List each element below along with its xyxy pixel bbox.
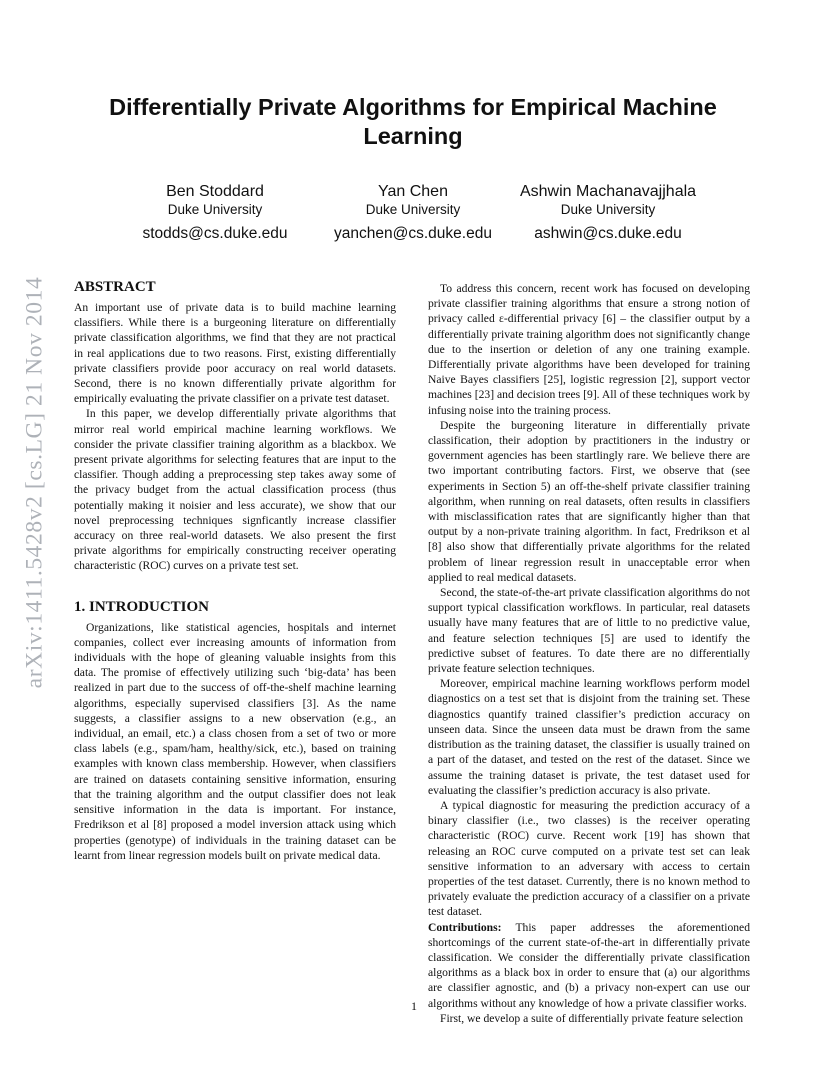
contributions-text: This paper addresses the aforementioned shortcomings of the current state-of-the-art in differentially private classification. We consider the differentially private classification algorithms as a black box in order to ensure that (a) our algorithms are classifier agnostic, and (b) a privacy non-expert can use our algorithms without any knowledge of how a private classifier works. — [428, 920, 750, 1010]
author-email[interactable]: yanchen@cs.duke.edu — [334, 225, 492, 242]
left-column — [74, 278, 396, 863]
body-paragraph: A typical diagnostic for measuring the prediction accuracy of a binary classifier (i.e., two classes) is the receiver operating characteristic (ROC) curve. Recent work [19] has shown that releasing an ROC curve computed on a private test set can leak sensitive information to an adversary with access to certain properties of the test dataset. Currently, there is no known method to privately evaluate the prediction accuracy of a classifier on a private test dataset. — [428, 798, 750, 919]
body-paragraph: Second, the state-of-the-art private classification algorithms do not support typical classification workflows. In particular, real datasets usually have many features that are of little to no predictive value, and feature selection techniques [5] are used to identify the predictive subset of features. To date there are no differentially private feature selection techniques. — [428, 586, 750, 676]
body-paragraph: To address this concern, recent work has focused on developing private classifier training algorithms that ensure a strong notion of privacy called ε-differential privacy [6] – the classifier output by a differentially private training algorithm does not significantly change due to the insertion or deletion of any one training example. Differentially private algorithms have been developed for training Naive Bayes classifiers [25], logistic regression [2], support vector machines [23] and decision trees [9]. All of these techniques work by infusing noise into the training process. — [428, 282, 750, 417]
body-paragraph: First, we develop a suite of differentially private feature selection — [440, 1011, 744, 1025]
paper-title: Differentially Private Algorithms for Empirical Machine Learning — [109, 94, 717, 149]
introduction-paragraph: Organizations, like statistical agencies, hospitals and internet companies, collect ever increasing amounts of information from individuals with the hope of gleaning valuable insights from this data. The promise of effectively utilizing such ‘big-data’ has been realized in part due to the success of off-the-shelf machine learning algorithms, especially supervised classifiers [3]. As the name suggests, a classifier assigns to a new observation (e.g., an individual, an email, etc.) a class chosen from a set of two or more class labels (e.g., spam/ham, healthy/sick, etc.), based on training examples with known class membership. However, when classifiers are trained on datasets containing sensitive information, ensuring that the training algorithm and the output classifier does not leak sensitive information in the data is important. For instance, Fredrikson et al [8] proposed a model inversion attack using which properties (genotype) of individuals in the training dataset can be learnt from linear regression models built on private medical data. — [74, 620, 396, 862]
contributions-paragraph — [428, 920, 750, 1011]
arxiv-identifier[interactable]: arXiv:1411.5428v2 [cs.LG] 21 Nov 2014 — [21, 276, 48, 688]
author-email[interactable]: stodds@cs.duke.edu — [142, 225, 288, 242]
author-email[interactable]: ashwin@cs.duke.edu — [534, 225, 682, 242]
author-block — [508, 182, 708, 244]
author-affiliation: Duke University — [560, 202, 656, 217]
author-affiliation: Duke University — [365, 202, 461, 217]
body-paragraph: Moreover, empirical machine learning workflows perform model diagnostics on a test set that is disjoint from the training set. These diagnostics quantify trained classifier’s prediction accuracy on unseen data. Since the unseen data must be drawn from the same distribution as the training dataset, the classifier is usually trained on a part of the dataset, and tested on the rest of the dataset. Since we assume the training dataset is private, the test dataset used for evaluating the classifier’s prediction accuracy is also private. — [428, 677, 750, 797]
author-name: Ashwin Machanavajjhala — [519, 183, 697, 200]
author-block — [318, 182, 508, 244]
author-name: Yan Chen — [378, 183, 448, 200]
abstract-paragraph: An important use of private data is to build machine learning classifiers. While there is a burgeoning literature on differentially private classification algorithms, we find that they are not practical in real applications due to two reasons. First, existing differentially private classifiers provide poor accuracy on real world datasets. Second, there is no known differentially private algorithm for empirically evaluating the private classifier on a private test dataset. — [74, 301, 396, 406]
arxiv-identifier-stamp — [20, 262, 50, 702]
page-number: 1 — [411, 999, 417, 1013]
body-paragraph: Despite the burgeoning literature in differentially private classification, their adoption by practitioners in the industry or government agencies has been startlingly rare. We believe there are two important contributing factors. First, we observe that (see experiments in Section 5) an off-the-shelf private classifier training algorithm, when running on real datasets, often results in classifiers with misclassification rates that are significantly higher than that output by a non-private training algorithm. In fact, Fredrikson et al [8] also show that differentially private algorithms for the related problem of linear regression result in unacceptable error when applied to real medical datasets. — [428, 418, 750, 584]
abstract-paragraph: In this paper, we develop differentially private algorithms that mirror real world empirical machine learning workflows. We consider the private classifier training algorithm as a blackbox. We present private algorithms for selecting features that are input to the classifier. Though adding a preprocessing step takes away some of the privacy budget from the actual classification process (thus potentially making it noisier and less accurate), we show that our novel preprocessing techniques signficantly increase classifier accuracy on three real-world datasets. We also present the first private algorithms for empirically constructing receiver operating characteristic (ROC) curves on a private test set. — [74, 407, 396, 573]
contributions-label: Contributions: — [428, 920, 502, 934]
abstract-heading: ABSTRACT — [74, 279, 156, 295]
author-name: Ben Stoddard — [166, 183, 264, 200]
introduction-heading: 1. INTRODUCTION — [74, 598, 210, 615]
author-block — [120, 182, 310, 244]
right-column — [428, 281, 750, 1026]
author-affiliation: Duke University — [167, 202, 263, 217]
